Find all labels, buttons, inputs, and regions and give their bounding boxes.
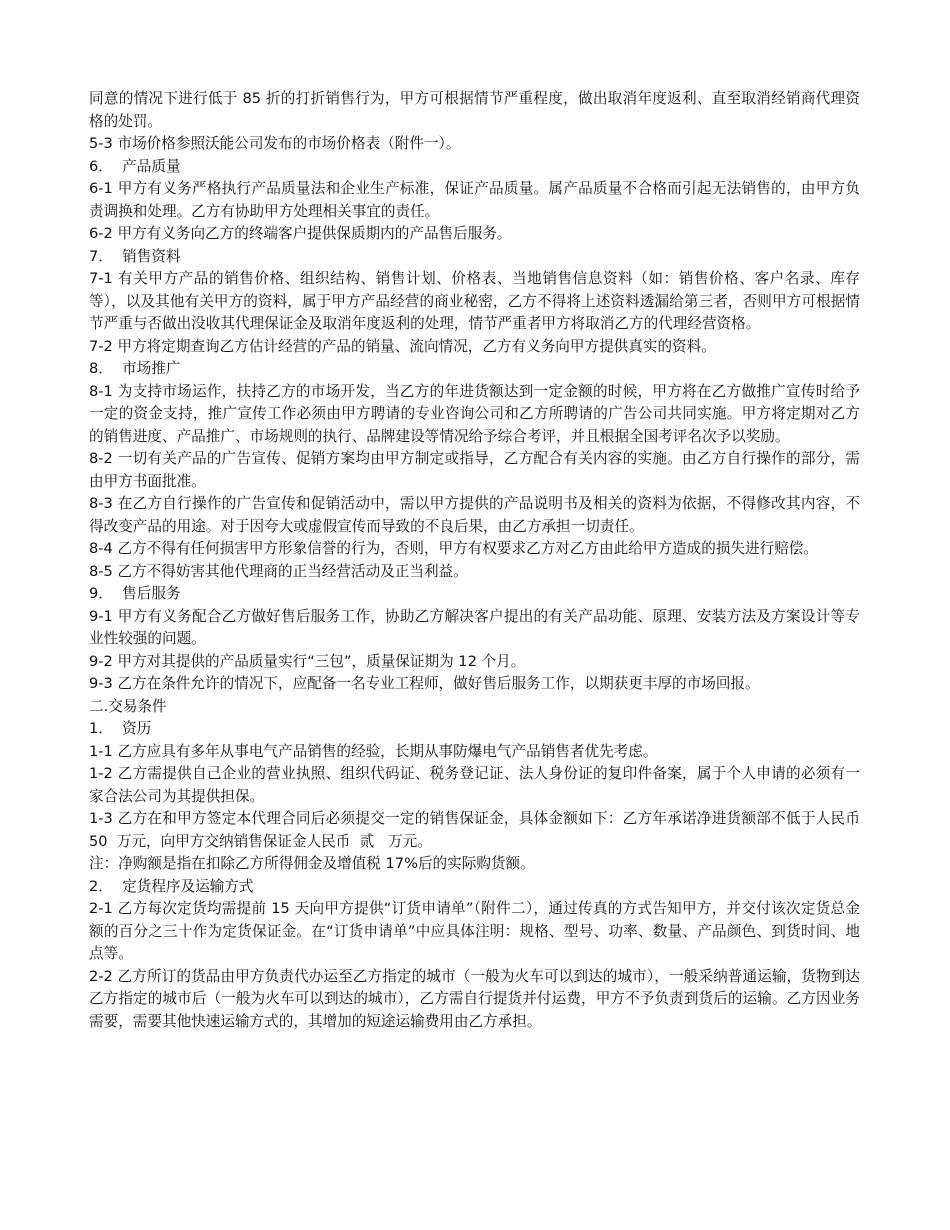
clause-9-2: 9-2 甲方对其提供的产品质量实行“三包”，质量保证期为 12 个月。 (89, 652, 526, 670)
clause-6-2: 6-2 甲方有义务向乙方的终端客户提供保质期内的产品售后服务。 (89, 225, 512, 242)
part-2-heading: 二.交易条件 (89, 697, 167, 715)
clause-1-2: 1-2 乙方需提供自己企业的营业执照、组织代码证、税务登记证、法人身份证的复印件备案，属于个人申请的必须有一家合法公司为其提供担保。 (89, 765, 860, 805)
clause-5-3: 5-3 市场价格参照沃能公司发布的市场价格表（附件一）。 (89, 135, 461, 152)
section-8-heading: 8． 市场推广 (89, 360, 181, 377)
clause-1-1: 1-1 乙方应具有多年从事电气产品销售的经验，长期从事防爆电气产品销售者优先考虑。 (89, 742, 658, 760)
section-7-heading: 7． 销售资料 (89, 247, 181, 265)
clause-8-3: 8-3 在乙方自行操作的广告宣传和促销活动中，需以甲方提供的产品说明书及相关的资料为依据，不得修改其内容，不得改变产品的用途。对于因夸大或虚假宣传而导致的不良后果，由乙方承担一切责任。 (89, 495, 860, 535)
clause-7-2: 7-2 甲方将定期查询乙方估计经营的产品的销量、流向情况，乙方有义务向甲方提供真实的资料。 (89, 337, 716, 355)
clause-8-1: 8-1 为支持市场运作，扶持乙方的市场开发，当乙方的年进货额达到一定金额的时候，甲方将在乙方做推广宣传时给予一定的资金支持，推广宣传工作必须由甲方聘请的专业咨询公司和乙方所聘请的广告公司共同实施。甲方将定期对乙方的销售进度、产品推广、市场规则的执行、品牌建设等情况给予综合考评，并且根据全国考评名次予以奖励。 (89, 382, 860, 445)
clause-1-3: 1-3 乙方在和甲方签定本代理合同后必须提交一定的销售保证金，具体金额如下：乙方年承诺净进货额部不低于人民币 50 万元，向甲方交纳销售保证金人民币 贰 万元。 (89, 810, 870, 850)
clause-9-3: 9-3 乙方在条件允许的情况下，应配备一名专业工程师，做好售后服务工作，以期获更丰厚的市场回报。 (89, 675, 760, 692)
clause-2-2: 2-2 乙方所订的货品由甲方负责代办运至乙方指定的城市（一般为火车可以到达的城市），一般采纳普通运输，货物到达乙方指定的城市后（一般为火车可以到达的城市），乙方需自行提货并付运费，甲方不予负责到货后的运输。乙方因业务需要，需要其他快速运输方式的，其增加的短途运输费用由乙方承担。 (89, 967, 860, 1030)
clause-2-1: 2-1 乙方每次定货均需提前 15 天向甲方提供“订货申请单”（附件二），通过传真的方式告知甲方，并交付该次定货总金额的百分之三十作为定货保证金。在“订货申请单”中应具体注明：规格、型号、功率、数量、产品颜色、到货时间、地点等。 (89, 900, 860, 962)
section-2-heading: 2． 定货程序及运输方式 (89, 877, 254, 895)
clause-8-4: 8-4 乙方不得有任何损害甲方形象信誉的行为，否则，甲方有权要求乙方对乙方由此给甲方造成的损失进行赔偿。 (89, 540, 818, 557)
section-1-heading: 1． 资历 (89, 720, 152, 737)
note-net-purchase: 注：净购额是指在扣除乙方所得佣金及增值税 17%后的实际购货额。 (89, 855, 535, 872)
clause-9-1: 9-1 甲方有义务配合乙方做好售后服务工作，协助乙方解决客户提出的有关产品功能、原理、安装方法及方案设计等专业性较强的问题。 (89, 607, 860, 647)
clause-6-1: 6-1 甲方有义务严格执行产品质量法和企业生产标准，保证产品质量。属产品质量不合格而引起无法销售的，由甲方负责调换和处理。乙方有协助甲方处理相关事宜的责任。 (89, 180, 860, 220)
section-6-heading: 6． 产品质量 (89, 157, 181, 175)
clause-8-5: 8-5 乙方不得妨害其他代理商的正当经营活动及正当利益。 (89, 562, 468, 580)
clause-8-2: 8-2 一切有关产品的广告宣传、促销方案均由甲方制定或指导，乙方配合有关内容的实施。由乙方自行操作的部分，需由甲方书面批准。 (89, 450, 860, 490)
paragraph-discount-penalty: 同意的情况下进行低于 85 折的打折销售行为，甲方可根据情节严重程度，做出取消年度返利、直至取消经销商代理资格的处罚。 (89, 90, 860, 130)
clause-7-1: 7-1 有关甲方产品的销售价格、组织结构、销售计划、价格表、当地销售信息资料（如：销售价格、客户名录、库存等），以及其他有关甲方的资料，属于甲方产品经营的商业秘密，乙方不得将上述资料透漏给第三者，否则甲方可根据情节严重与否做出没收其代理保证金及取消年度返利的处理，情节严重者甲方将取消乙方的代理经营资格。 (89, 270, 860, 332)
section-9-heading: 9． 售后服务 (89, 585, 181, 602)
